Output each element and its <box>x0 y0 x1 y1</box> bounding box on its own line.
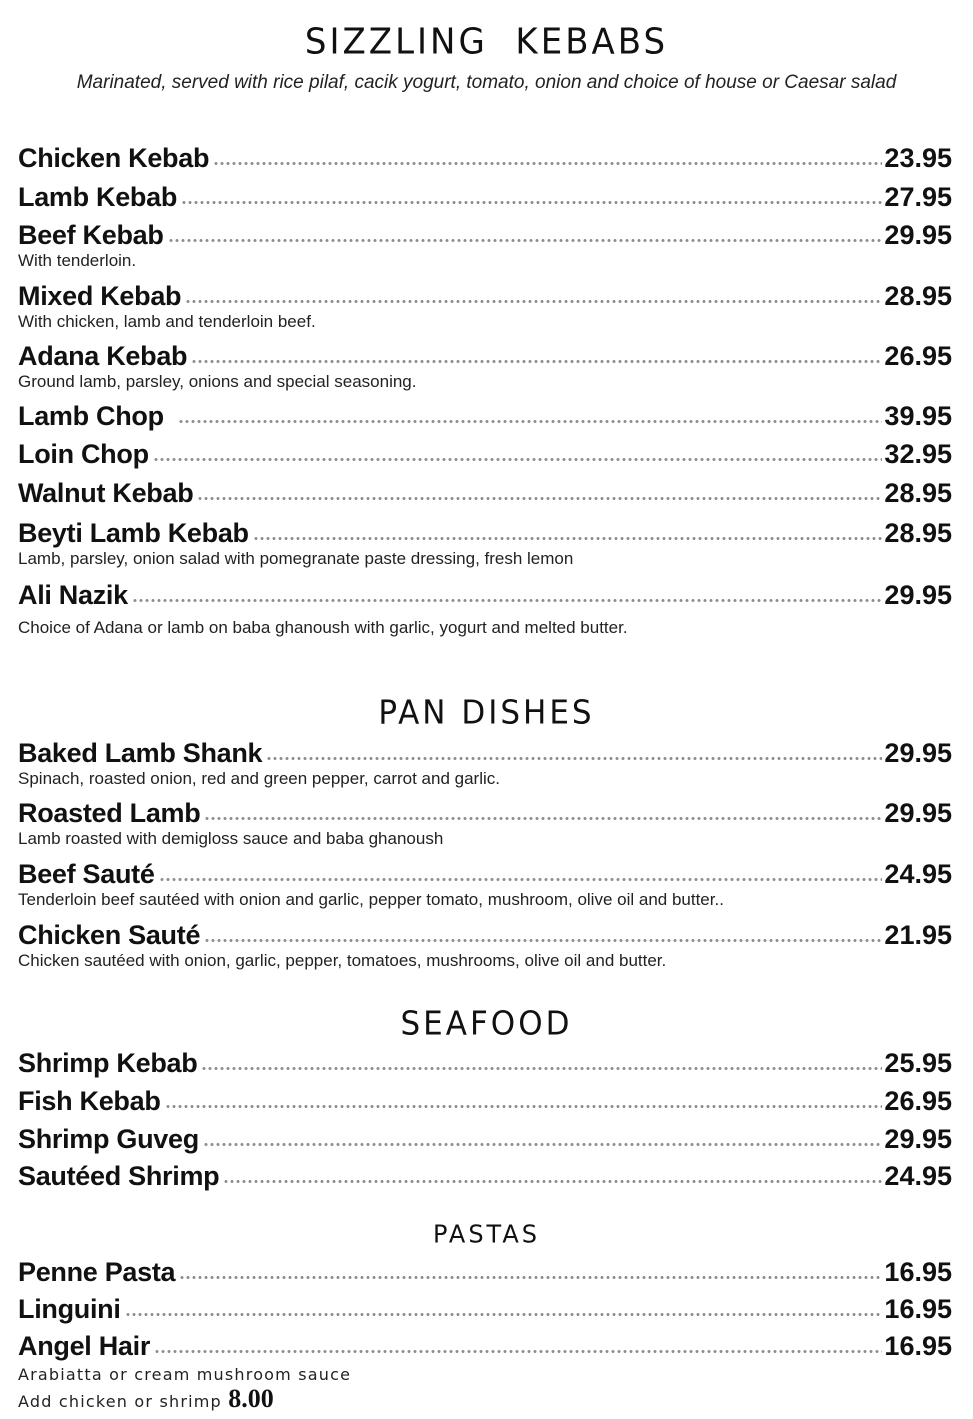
dot-leader <box>168 237 883 244</box>
pasta-sauce-note: Arabiatta or cream mushroom sauce <box>18 1365 352 1384</box>
item-description: Tenderloin beef sautéed with onion and garlic, pepper tomato, mushroom, olive oil and butter.. <box>18 890 724 909</box>
section-title-seafood: SEAFOOD <box>400 1005 573 1043</box>
item-price: 21.95 <box>884 920 952 950</box>
item-description: Ground lamb, parsley, onions and special seasoning. <box>18 372 417 391</box>
item-price: 26.95 <box>884 1086 952 1116</box>
item-description: Spinach, roasted onion, red and green pepper, carrot and garlic. <box>18 769 500 788</box>
dot-leader <box>178 418 883 425</box>
dot-leader <box>204 937 882 944</box>
item-description: Chicken sautéed with onion, garlic, pepper, tomatoes, mushrooms, olive oil and butter. <box>18 951 667 970</box>
item-name: Chicken Sauté <box>18 920 201 950</box>
menu-item <box>18 795 952 829</box>
item-price: 29.95 <box>884 580 952 610</box>
section-title-pastas: PASTAS <box>432 1219 541 1249</box>
dot-leader <box>154 1348 882 1355</box>
item-price: 39.95 <box>884 401 952 431</box>
dot-leader <box>266 755 882 762</box>
item-name: Fish Kebab <box>18 1086 161 1116</box>
section-title-sizzling-kebabs: SIZZLING KEBABS <box>304 21 669 63</box>
item-price: 16.95 <box>884 1294 952 1324</box>
dot-leader <box>253 535 883 542</box>
item-name: Chicken Kebab <box>18 143 210 173</box>
dot-leader <box>204 815 882 822</box>
item-name: Linguini <box>18 1294 121 1324</box>
item-name: Sautéed Shrimp <box>18 1161 220 1191</box>
menu-item <box>18 338 952 372</box>
item-description: With chicken, lamb and tenderloin beef. <box>18 312 316 331</box>
item-name: Walnut Kebab <box>18 478 194 508</box>
item-name: Beyti Lamb Kebab <box>18 518 249 548</box>
dot-leader <box>223 1178 882 1185</box>
item-price: 29.95 <box>884 738 952 768</box>
item-price: 25.95 <box>884 1048 952 1078</box>
item-price: 24.95 <box>884 859 952 889</box>
item-name: Beef Kebab <box>18 220 164 250</box>
dot-leader <box>185 298 882 305</box>
menu-item <box>18 179 952 213</box>
menu-item <box>18 278 952 312</box>
menu-item <box>18 577 952 611</box>
menu-item <box>18 1291 952 1325</box>
menu-item <box>18 735 952 769</box>
item-name: Loin Chop <box>18 439 149 469</box>
menu-item <box>18 140 952 174</box>
dot-leader <box>125 1311 883 1318</box>
menu-item <box>18 436 952 470</box>
item-price: 28.95 <box>884 518 952 548</box>
menu-item <box>18 1328 952 1362</box>
item-price: 24.95 <box>884 1161 952 1191</box>
item-name: Ali Nazik <box>18 580 128 610</box>
item-description: Lamb, parsley, onion salad with pomegranate paste dressing, fresh lemon <box>18 549 574 568</box>
item-price: 23.95 <box>884 143 952 173</box>
item-description: Lamb roasted with demigloss sauce and baba ghanoush <box>18 829 444 848</box>
menu-item <box>18 1045 952 1079</box>
menu-item <box>18 1083 952 1117</box>
dot-leader <box>179 1274 882 1281</box>
pasta-addon-line <box>18 1384 274 1414</box>
menu-item <box>18 856 952 890</box>
dot-leader <box>159 876 883 883</box>
item-price: 27.95 <box>884 182 952 212</box>
menu-item <box>18 1121 952 1155</box>
item-price: 29.95 <box>884 1124 952 1154</box>
dot-leader <box>201 1065 882 1072</box>
item-price: 26.95 <box>884 341 952 371</box>
item-price: 29.95 <box>884 220 952 250</box>
item-name: Lamb Kebab <box>18 182 178 212</box>
item-price: 16.95 <box>884 1257 952 1287</box>
menu-item <box>18 917 952 951</box>
item-name: Angel Hair <box>18 1331 151 1361</box>
item-description: With tenderloin. <box>18 251 137 270</box>
item-name: Baked Lamb Shank <box>18 738 263 768</box>
dot-leader <box>213 160 882 167</box>
menu-item <box>18 1158 952 1192</box>
item-price: 28.95 <box>884 478 952 508</box>
item-price: 16.95 <box>884 1331 952 1361</box>
section-subtitle-sizzling-kebabs: Marinated, served with rice pilaf, cacik yogurt, tomato, onion and choice of house or Caesar salad <box>76 72 897 93</box>
dot-leader <box>191 358 882 365</box>
item-description: Choice of Adana or lamb on baba ghanoush with garlic, yogurt and melted butter. <box>18 618 628 637</box>
dot-leader <box>203 1141 882 1148</box>
dot-leader <box>153 456 883 463</box>
menu-item <box>18 1254 952 1288</box>
addon-price: 8.00 <box>228 1384 274 1413</box>
item-name: Lamb Chop <box>18 401 164 431</box>
item-name: Adana Kebab <box>18 341 188 371</box>
section-title-pan-dishes: PAN DISHES <box>378 694 595 732</box>
item-price: 29.95 <box>884 798 952 828</box>
menu-item <box>18 515 952 549</box>
dot-leader <box>181 199 882 206</box>
item-price: 28.95 <box>884 281 952 311</box>
addon-label: Add chicken or shrimp <box>18 1392 222 1411</box>
menu-item <box>18 217 952 251</box>
item-name: Roasted Lamb <box>18 798 201 828</box>
item-name: Shrimp Kebab <box>18 1048 198 1078</box>
menu-item <box>18 398 952 432</box>
dot-leader <box>132 597 883 604</box>
item-name: Mixed Kebab <box>18 281 182 311</box>
item-price: 32.95 <box>884 439 952 469</box>
dot-leader <box>197 495 882 502</box>
menu-item <box>18 475 952 509</box>
item-name: Shrimp Guveg <box>18 1124 199 1154</box>
dot-leader <box>165 1103 883 1110</box>
item-name: Penne Pasta <box>18 1257 176 1287</box>
item-name: Beef Sauté <box>18 859 155 889</box>
